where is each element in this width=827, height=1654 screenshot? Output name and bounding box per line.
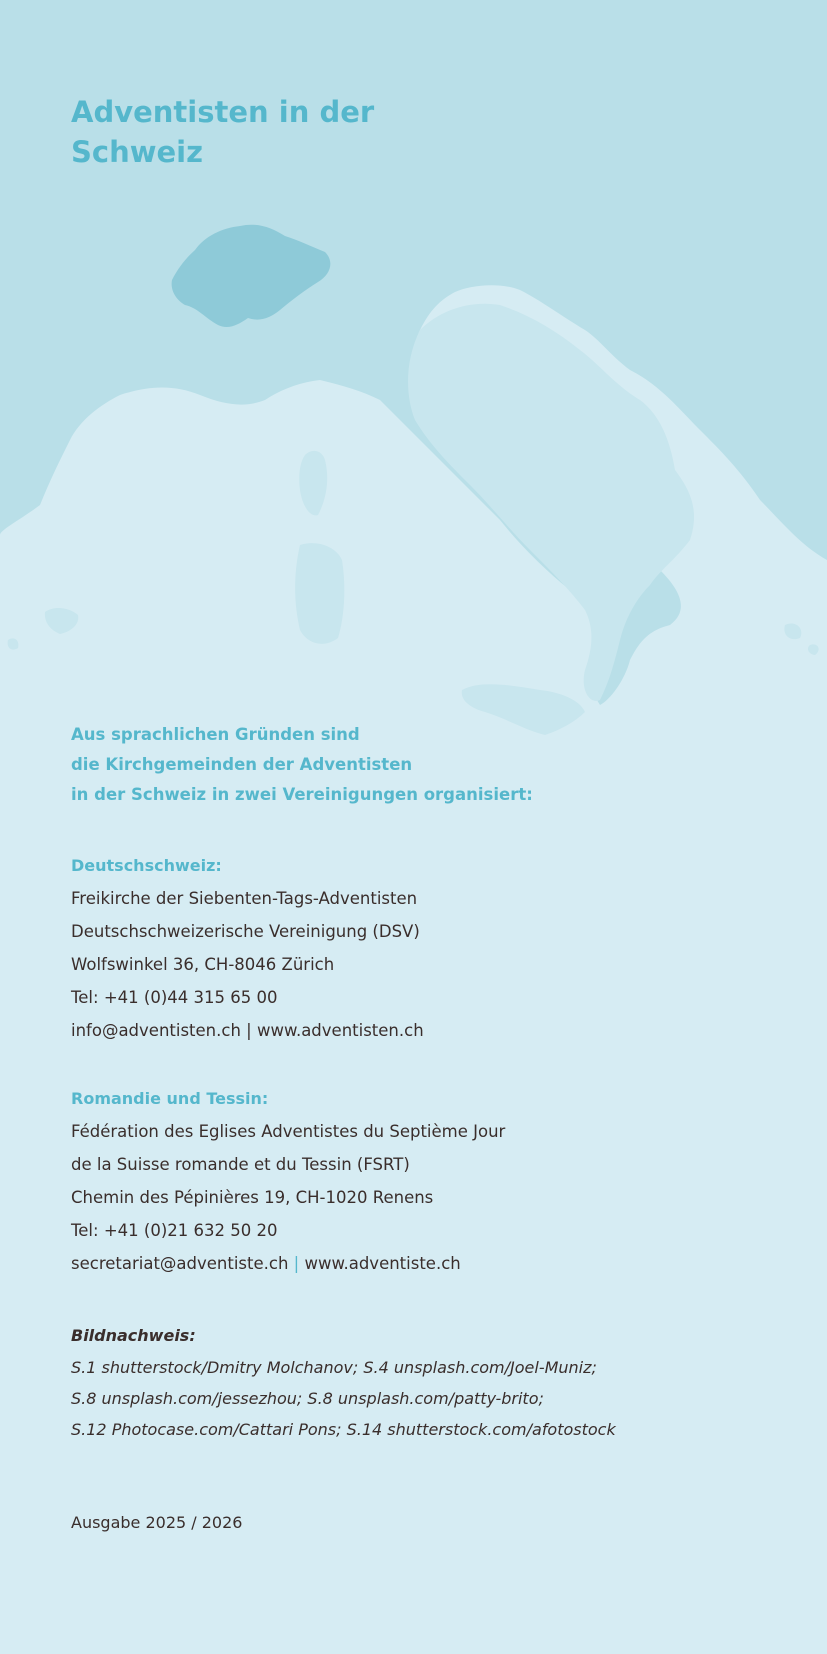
intro-line-1: Aus sprachlichen Gründen sind [71, 725, 360, 744]
separator: | [240, 1021, 257, 1040]
intro-line-3: in der Schweiz in zwei Vereinigungen organisiert: [71, 785, 533, 804]
deutschschweiz-org: Freikirche der Siebenten-Tags-Adventisten [71, 889, 418, 908]
romandie-org: Fédération des Eglises Adventistes du Septième Jour [71, 1122, 506, 1141]
greek-islands [784, 623, 818, 655]
image-credits [71, 1320, 616, 1445]
sardinia [295, 543, 344, 644]
romandie-heading: Romandie und Tessin: [71, 1089, 269, 1108]
intro-line-2: die Kirchgemeinden der Adventisten [71, 755, 413, 774]
credits-line-3: S.12 Photocase.com/Cattari Pons; S.14 shutterstock.com/afotostock [71, 1420, 616, 1439]
romandie-phone: Tel: +41 (0)21 632 50 20 [71, 1221, 278, 1240]
deutschschweiz-union: Deutschschweizerische Vereinigung (DSV) [71, 922, 420, 941]
deutschschweiz-email-link[interactable]: info@adventisten.ch [71, 1021, 241, 1040]
romandie-email-link[interactable]: secretariat@adventiste.ch [71, 1254, 289, 1273]
deutschschweiz-heading: Deutschschweiz: [71, 856, 222, 875]
romandie-union: de la Suisse romande et du Tessin (FSRT) [71, 1155, 410, 1174]
page-title [71, 92, 374, 172]
deutschschweiz-contact-line [71, 1014, 424, 1047]
deutschschweiz-phone: Tel: +41 (0)44 315 65 00 [71, 988, 278, 1007]
romandie-contact-line [71, 1247, 505, 1280]
title-line-1: Adventisten in der [71, 95, 375, 129]
balearic-islands [8, 608, 79, 650]
romandie-address: Chemin des Pépinières 19, CH-1020 Renens [71, 1188, 434, 1207]
credits-line-1: S.1 shutterstock/Dmitry Molchanov; S.4 unsplash.com/Joel-Muniz; [71, 1358, 597, 1377]
edition-label: Ausgabe 2025 / 2026 [71, 1513, 243, 1532]
intro-text [71, 720, 533, 810]
deutschschweiz-contact [71, 850, 424, 1047]
corsica [299, 451, 327, 516]
deutschschweiz-web-link[interactable]: www.adventisten.ch [256, 1021, 424, 1040]
credits-line-2: S.8 unsplash.com/jessezhou; S.8 unsplash.com/patty-brito; [71, 1389, 544, 1408]
credits-heading: Bildnachweis: [71, 1326, 196, 1345]
romandie-web-link[interactable]: www.adventiste.ch [304, 1254, 461, 1273]
deutschschweiz-address: Wolfswinkel 36, CH-8046 Zürich [71, 955, 335, 974]
romandie-contact [71, 1083, 505, 1280]
title-line-2: Schweiz [71, 135, 204, 169]
separator: | [288, 1254, 305, 1273]
